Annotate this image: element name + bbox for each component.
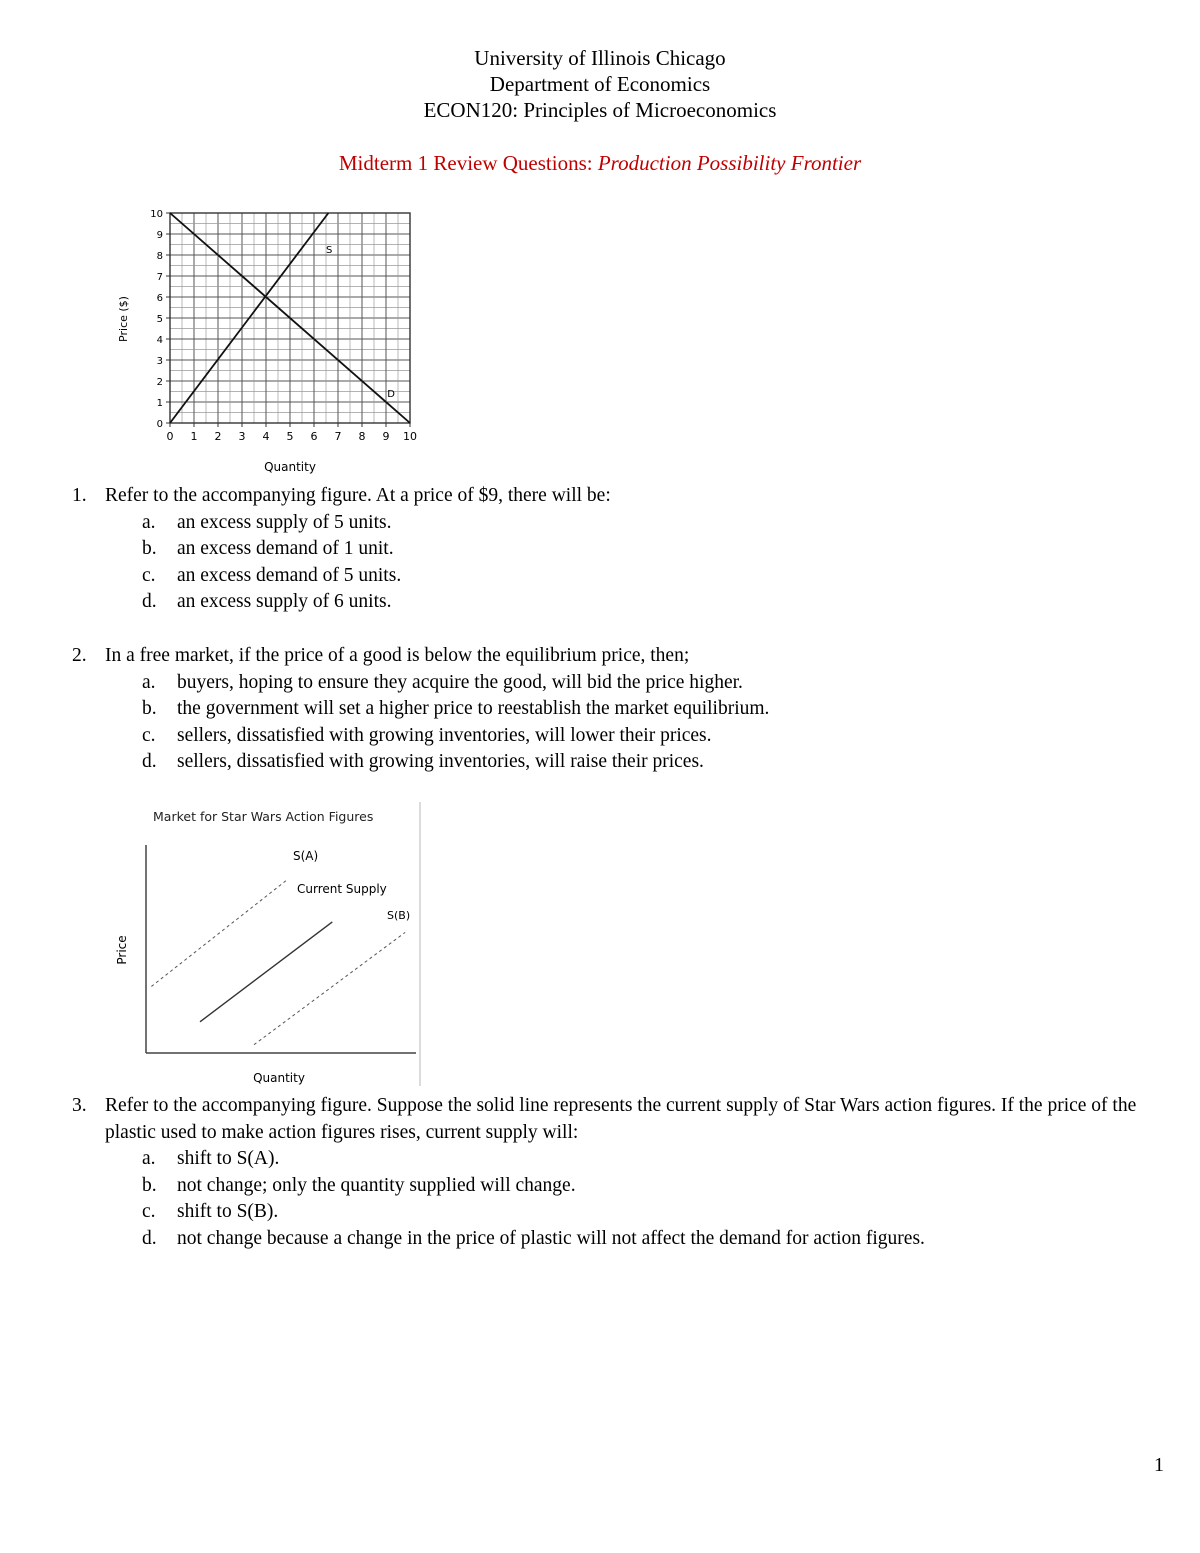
- page-subtitle: [0, 151, 1200, 176]
- option-letter: a.: [142, 671, 156, 693]
- question-stem: Refer to the accompanying figure. Suppose the solid line represents the current supply of Star Wars action figures. If the price of the plastic used to make action figures rises, current supply will:: [105, 1095, 1137, 1143]
- series-line-1: [200, 922, 332, 1022]
- option-d: [142, 1226, 1172, 1253]
- question-stem: Refer to the accompanying figure. At a price of $9, there will be:: [105, 485, 611, 506]
- y-tick-label: 10: [150, 209, 163, 220]
- department-name: Department of Economics: [489, 72, 711, 96]
- option-letter: d.: [142, 751, 157, 772]
- question-2: [72, 643, 1172, 776]
- y-tick-label: 7: [156, 272, 163, 283]
- option-text: not change; only the quantity supplied will change.: [177, 1174, 576, 1196]
- option-b: [142, 1173, 1172, 1200]
- y-tick-label: 2: [156, 377, 163, 388]
- series-line-2: [254, 932, 405, 1044]
- option-text: shift to S(B).: [177, 1201, 279, 1222]
- x-tick-label: 10: [403, 430, 417, 443]
- axis-ticks: [150, 209, 417, 443]
- y-tick-label: 9: [156, 230, 163, 241]
- option-c: [142, 1199, 1172, 1226]
- x-axis-label: Quantity: [253, 1071, 305, 1085]
- y-tick-label: 1: [156, 398, 163, 409]
- demand-curve-label: D: [387, 388, 395, 400]
- option-letter: b.: [142, 1174, 157, 1196]
- option-text: an excess demand of 5 units.: [177, 564, 402, 586]
- question-number: 1.: [72, 485, 87, 506]
- series-label-sb: S(B): [387, 909, 411, 922]
- option-a: [142, 510, 1172, 537]
- x-tick-label: 9: [382, 430, 390, 443]
- option-b: [142, 696, 1172, 723]
- option-text: an excess supply of 5 units.: [177, 511, 392, 533]
- subtitle-prefix: Midterm 1 Review Questions:: [338, 151, 598, 175]
- question-number: 3.: [72, 1095, 87, 1116]
- option-d: [142, 749, 1172, 776]
- option-letter: b.: [142, 698, 157, 719]
- x-tick-label: 4: [262, 430, 270, 443]
- x-tick-label: 0: [166, 430, 174, 443]
- option-c: [142, 563, 1172, 590]
- x-axis-label: Quantity: [264, 460, 316, 474]
- question-number: 2.: [72, 645, 87, 666]
- y-tick-label: 3: [156, 356, 163, 367]
- option-text: the government will set a higher price to reestablish the market equilibrium.: [177, 698, 770, 719]
- option-b: [142, 536, 1172, 563]
- university-name: University of Illinois Chicago: [474, 46, 726, 70]
- y-tick-label: 0: [156, 419, 163, 430]
- subtitle-topic: Production Possibility Frontier: [597, 151, 862, 175]
- option-text: sellers, dissatisfied with growing inventories, will raise their prices.: [177, 751, 704, 772]
- option-text: sellers, dissatisfied with growing inventories, will lower their prices.: [177, 724, 712, 746]
- x-tick-label: 8: [358, 430, 366, 443]
- option-text: not change because a change in the price of plastic will not affect the demand for action figures.: [177, 1227, 925, 1249]
- option-text: shift to S(A).: [177, 1148, 280, 1169]
- question-3: [72, 1093, 1172, 1252]
- x-tick-label: 3: [238, 430, 246, 443]
- option-letter: a.: [142, 511, 156, 533]
- x-tick-label: 5: [286, 430, 294, 443]
- y-tick-label: 5: [156, 314, 163, 325]
- option-letter: b.: [142, 538, 157, 559]
- supply-curve-label: S: [326, 244, 333, 256]
- supply-demand-grid-chart: [110, 203, 440, 478]
- option-letter: c.: [142, 564, 156, 586]
- option-text: an excess demand of 1 unit.: [177, 538, 394, 559]
- option-c: [142, 723, 1172, 750]
- x-tick-label: 2: [214, 430, 222, 443]
- chart-series: [151, 880, 405, 1044]
- option-letter: d.: [142, 591, 157, 612]
- option-a: [142, 1146, 1172, 1173]
- x-tick-label: 6: [310, 430, 318, 443]
- option-text: an excess supply of 6 units.: [177, 591, 392, 612]
- series-line-0: [151, 880, 286, 986]
- question-stem: In a free market, if the price of a good is below the equilibrium price, then;: [105, 645, 690, 666]
- x-tick-label: 7: [334, 430, 342, 443]
- page-number: 1: [1154, 1454, 1164, 1476]
- x-tick-label: 1: [190, 430, 198, 443]
- course-title: ECON120: Principles of Microeconomics: [423, 98, 777, 122]
- y-tick-label: 4: [156, 335, 163, 346]
- option-letter: a.: [142, 1148, 156, 1169]
- y-axis-label: Price: [115, 935, 129, 965]
- option-text: buyers, hoping to ensure they acquire the good, will bid the price higher.: [177, 671, 743, 693]
- action-figure-market-chart: [110, 800, 430, 1090]
- question-1: [72, 483, 1172, 616]
- series-label-sa: S(A): [293, 849, 319, 863]
- option-a: [142, 670, 1172, 697]
- y-tick-label: 6: [156, 293, 163, 304]
- option-letter: c.: [142, 724, 156, 746]
- series-label-current-supply: Current Supply: [297, 882, 387, 896]
- chart-title: Market for Star Wars Action Figures: [153, 809, 374, 824]
- option-letter: c.: [142, 1201, 156, 1222]
- chart-labels: [326, 245, 395, 400]
- y-axis-label: Price ($): [117, 296, 130, 342]
- option-d: [142, 589, 1172, 616]
- option-letter: d.: [142, 1227, 157, 1249]
- y-tick-label: 8: [156, 251, 163, 262]
